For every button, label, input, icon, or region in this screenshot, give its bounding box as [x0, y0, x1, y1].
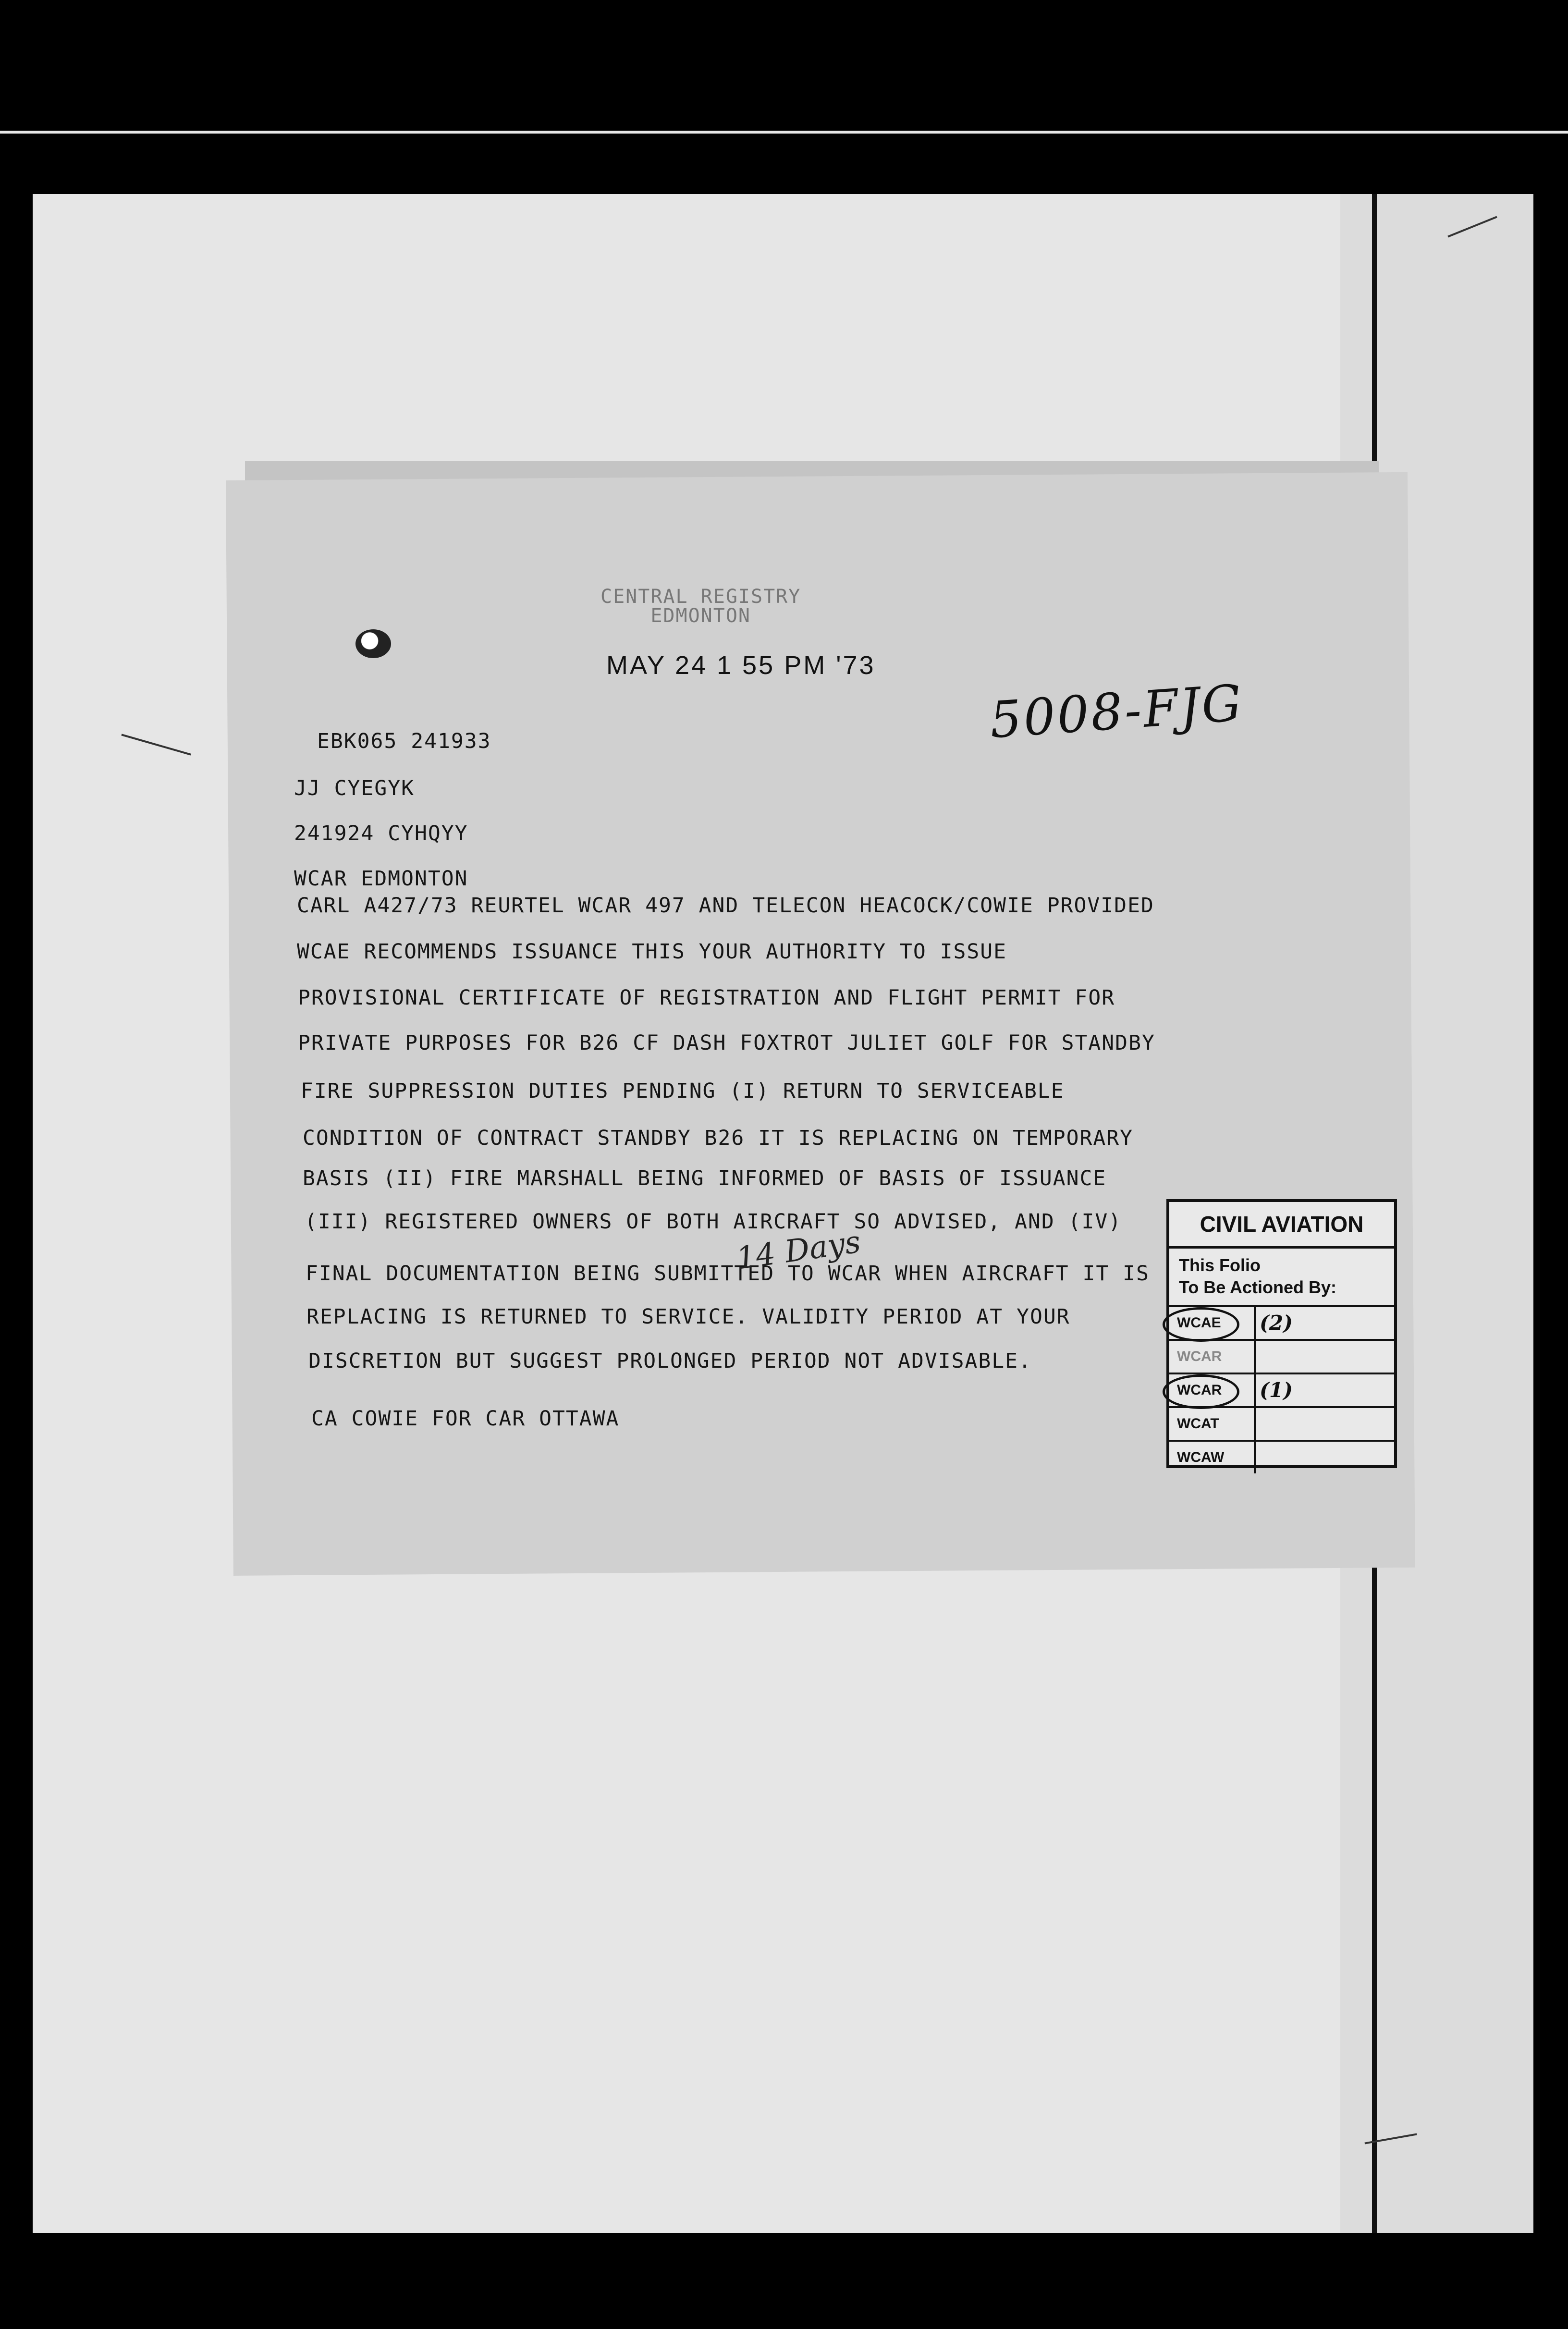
routing-row [1169, 1341, 1394, 1374]
film-edge-line [0, 131, 1568, 134]
telex-line: EBK065 241933 [317, 729, 491, 753]
telex-line: 241924 CYHQYY [294, 821, 468, 846]
routing-initials: (2) [1260, 1311, 1293, 1335]
registry-date-stamp: MAY 24 1 55 PM '73 [606, 651, 876, 680]
routing-row [1169, 1408, 1394, 1442]
routing-row [1169, 1442, 1394, 1473]
routing-box-subtitle-line2: To Be Actioned By: [1179, 1277, 1337, 1297]
routing-initials [1256, 1442, 1394, 1473]
registry-stamp-line1: CENTRAL REGISTRY [600, 586, 801, 608]
telex-line: PROVISIONAL CERTIFICATE OF REGISTRATION AND FLIGHT PERMIT FOR [298, 986, 1115, 1010]
telex-line: (III) REGISTERED OWNERS OF BOTH AIRCRAFT SO ADVISED, AND (IV) [305, 1210, 1122, 1234]
routing-box-subtitle-line1: This Folio [1179, 1255, 1261, 1275]
routing-box-title: CIVIL AVIATION [1169, 1202, 1394, 1249]
routing-row [1169, 1307, 1394, 1341]
routing-code: WCAR [1169, 1341, 1256, 1373]
routing-code: WCAR [1169, 1374, 1256, 1406]
telex-line: FIRE SUPPRESSION DUTIES PENDING (I) RETURN TO SERVICEABLE [301, 1079, 1065, 1103]
routing-code: WCAW [1169, 1442, 1256, 1473]
routing-initials: (1) [1260, 1378, 1293, 1402]
telex-line: PRIVATE PURPOSES FOR B26 CF DASH FOXTROT JULIET GOLF FOR STANDBY [298, 1031, 1155, 1055]
routing-initials [1256, 1408, 1394, 1440]
routing-code: WCAE [1169, 1307, 1256, 1339]
registry-stamp [600, 587, 801, 625]
telex-line: JJ CYEGYK [294, 776, 415, 800]
civil-aviation-routing-box [1166, 1199, 1397, 1468]
telex-line: WCAR EDMONTON [294, 867, 468, 891]
routing-initials [1256, 1341, 1394, 1373]
telex-line: CONDITION OF CONTRACT STANDBY B26 IT IS REPLACING ON TEMPORARY [303, 1126, 1134, 1150]
routing-row [1169, 1374, 1394, 1408]
telex-line: REPLACING IS RETURNED TO SERVICE. VALIDITY PERIOD AT YOUR [306, 1305, 1070, 1329]
ink-blot-mark [355, 629, 391, 658]
telex-line: BASIS (II) FIRE MARSHALL BEING INFORMED OF BASIS OF ISSUANCE [303, 1166, 1107, 1190]
routing-box-subtitle [1169, 1249, 1394, 1307]
telex-line: CA COWIE FOR CAR OTTAWA [311, 1407, 620, 1431]
routing-code: WCAT [1169, 1408, 1256, 1440]
handwritten-file-number: 5008-FJG [988, 673, 1246, 750]
registry-stamp-line2: EDMONTON [650, 605, 751, 627]
telex-line: DISCRETION BUT SUGGEST PROLONGED PERIOD NOT ADVISABLE. [308, 1349, 1032, 1373]
telex-line: CARL A427/73 REURTEL WCAR 497 AND TELECON HEACOCK/COWIE PROVIDED [297, 894, 1154, 918]
telex-line: WCAE RECOMMENDS ISSUANCE THIS YOUR AUTHORITY TO ISSUE [297, 940, 1007, 964]
telex-line: FINAL DOCUMENTATION BEING SUBMITTED TO WCAR WHEN AIRCRAFT IT IS [306, 1262, 1150, 1286]
handwritten-days-note: 14 Days [734, 1224, 863, 1277]
